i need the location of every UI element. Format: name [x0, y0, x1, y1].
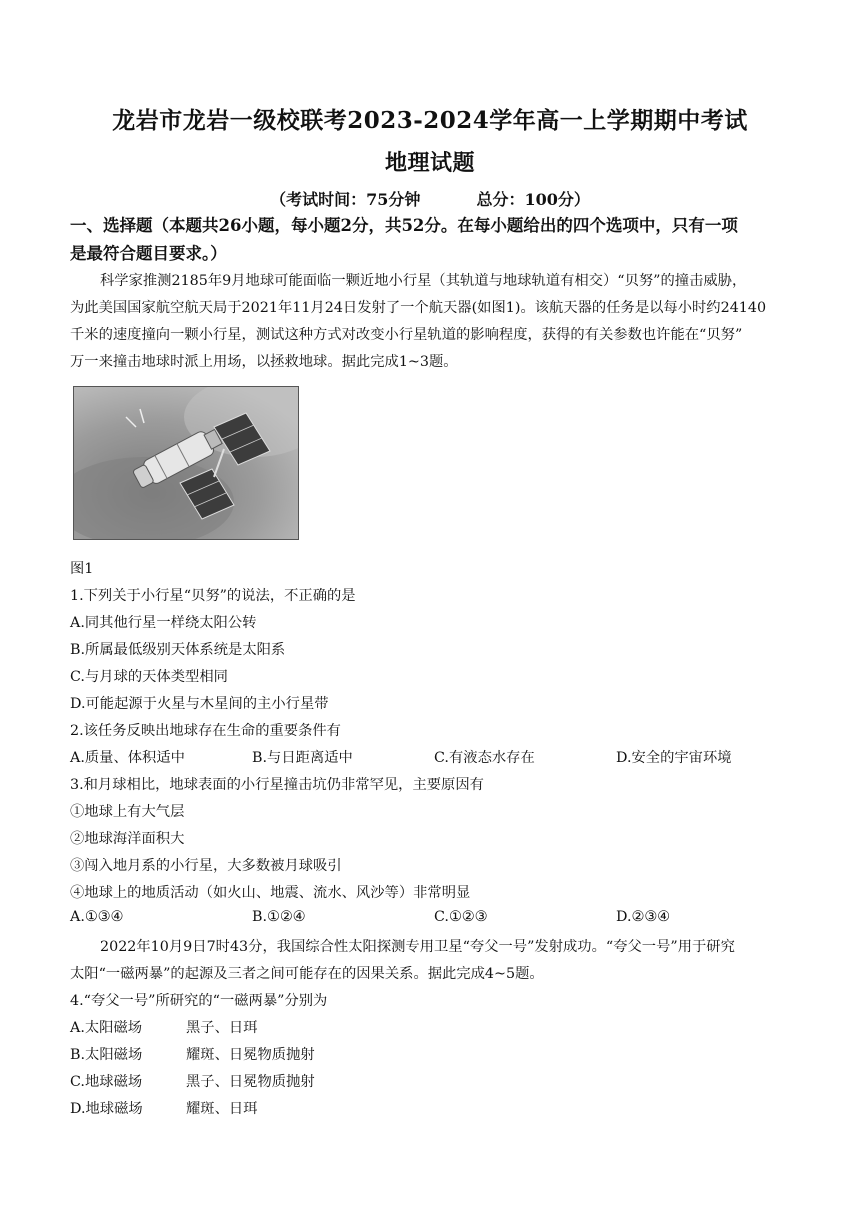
exam-info	[0, 187, 860, 210]
q3-option-b: B.①②④	[252, 909, 306, 925]
q4-option-d-label: D.地球磁场	[70, 1101, 143, 1117]
q4-option-a-detail: 黑子、日珥	[186, 1020, 258, 1036]
q4-option-d	[70, 1098, 257, 1118]
q4-stem: 4.“夸父一号”所研究的“一磁两暴”分别为	[70, 993, 328, 1009]
q3-item-2: ②地球海洋面积大	[70, 831, 185, 847]
q4-option-c-detail: 黑子、日冕物质抛射	[186, 1074, 315, 1090]
passage1-line3: 千米的速度撞向一颗小行星，测试这种方式对改变小行星轨道的影响程度，获得的有关参数也许能在“贝努”	[70, 327, 743, 343]
q2-option-d: D.安全的宇宙环境	[616, 750, 732, 766]
total-score: 总分：100分）	[476, 190, 590, 209]
exam-subtitle: 地理试题	[384, 150, 475, 176]
q2-option-c: C.有液态水存在	[434, 750, 535, 766]
q4-option-d-detail: 耀斑、日珥	[186, 1101, 258, 1117]
passage1-line4: 万一来撞击地球时派上用场，以拯救地球。据此完成1~3题。	[70, 354, 458, 370]
figure-1-caption: 图1	[70, 561, 94, 577]
q4-option-c-label: C.地球磁场	[70, 1074, 143, 1090]
q2-option-b: B.与日距离适中	[252, 750, 353, 766]
q3-option-c: C.①②③	[434, 909, 488, 925]
q1-option-d: D.可能起源于火星与木星间的主小行星带	[70, 696, 329, 712]
satellite-photo-icon	[74, 387, 298, 539]
q4-option-b-label: B.太阳磁场	[70, 1047, 143, 1063]
q4-option-c	[70, 1071, 315, 1091]
section-heading	[70, 212, 800, 268]
figure-1-image	[73, 386, 299, 540]
q4-option-b	[70, 1044, 315, 1064]
q3-item-1: ①地球上有大气层	[70, 804, 185, 820]
passage1-line1: 科学家推测2185年9月地球可能面临一颗近地小行星（其轨道与地球轨道有相交）“贝努”的撞击威胁，	[100, 273, 747, 289]
q1-stem: 1.下列关于小行星“贝努”的说法，不正确的是	[70, 588, 356, 604]
q1-option-c: C.与月球的天体类型相同	[70, 669, 228, 685]
section-heading-line2: 是最符合题目要求。）	[70, 244, 227, 263]
exam-title: 龙岩市龙岩一级校联考2023-2024学年高一上学期期中考试	[112, 107, 748, 134]
q3-option-d: D.②③④	[616, 909, 670, 925]
q3-item-4: ④地球上的地质活动（如火山、地震、流水、风沙等）非常明显	[70, 885, 471, 901]
q1-option-b: B.所属最低级别天体系统是太阳系	[70, 642, 286, 658]
q2-option-a: A.质量、体积适中	[70, 750, 185, 766]
q4-option-a-label: A.太阳磁场	[70, 1020, 143, 1036]
passage2-line2: 太阳“一磁两暴”的起源及三者之间可能存在的因果关系。据此完成4~5题。	[70, 966, 544, 982]
section-heading-line1: 一、选择题（本题共26小题，每小题2分，共52分。在每小题给出的四个选项中，只有一项	[70, 216, 738, 235]
q3-item-3: ③闯入地月系的小行星，大多数被月球吸引	[70, 858, 342, 874]
passage2-line1: 2022年10月9日7时43分，我国综合性太阳探测专用卫星“夸父一号”发射成功。“夸父一号”用于研究	[100, 939, 735, 955]
q4-option-a	[70, 1017, 257, 1037]
q4-option-b-detail: 耀斑、日冕物质抛射	[186, 1047, 315, 1063]
q1-option-a: A.同其他行星一样绕太阳公转	[70, 615, 257, 631]
q3-option-a: A.①③④	[70, 909, 124, 925]
q3-stem: 3.和月球相比，地球表面的小行星撞击坑仍非常罕见，主要原因有	[70, 777, 484, 793]
passage1-line2: 为此美国国家航空航天局于2021年11月24日发射了一个航天器(如图1)。该航天器的任务是以每小时约24140	[70, 300, 767, 316]
q2-stem: 2.该任务反映出地球存在生命的重要条件有	[70, 723, 341, 739]
exam-time: （考试时间：75分钟	[270, 190, 421, 209]
